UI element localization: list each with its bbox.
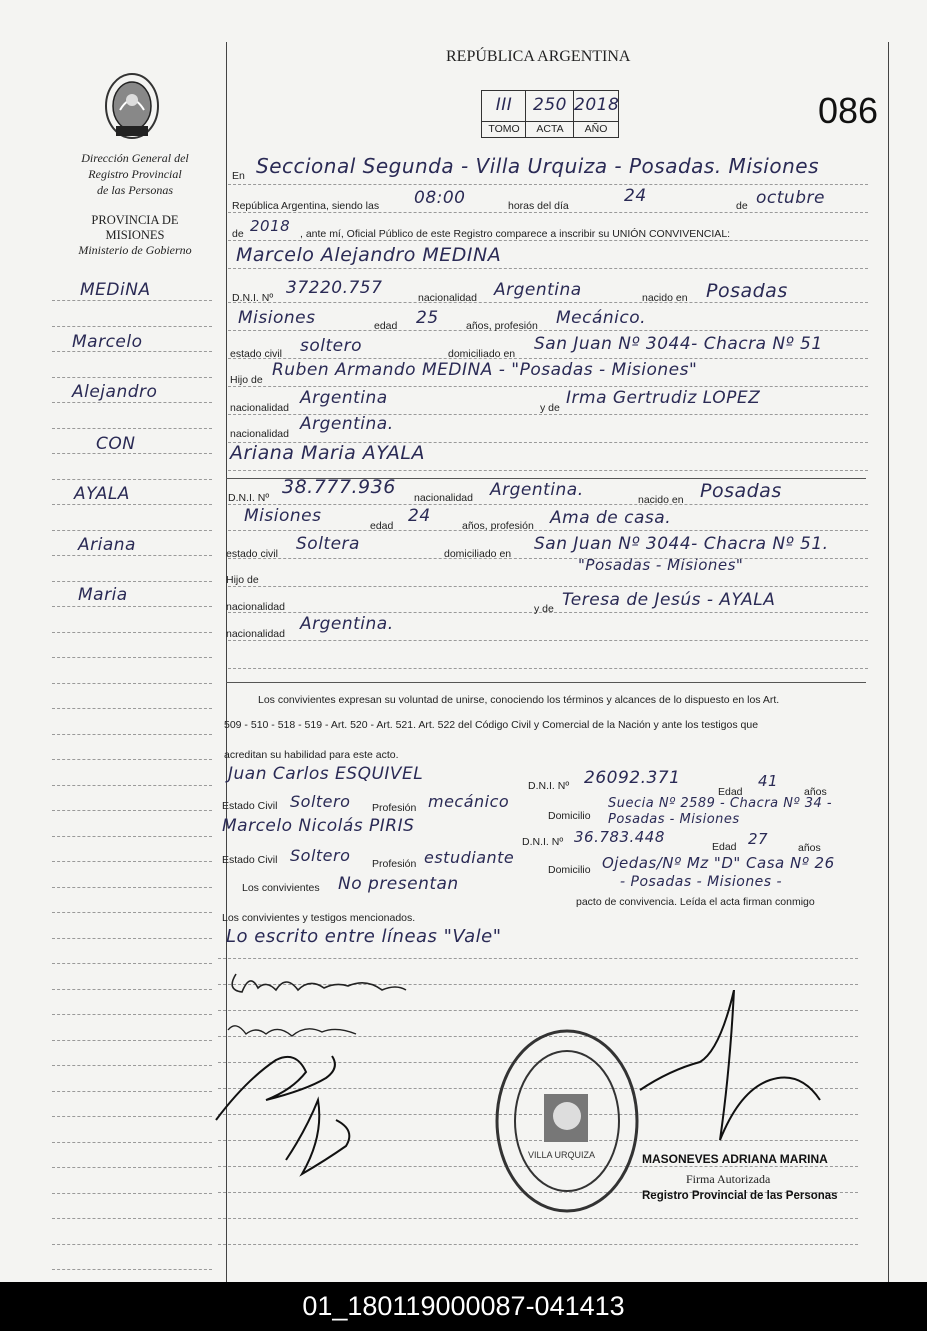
witness2-profession: estudiante [424,848,515,867]
body-rule [228,586,868,587]
witness1-age: 41 [758,772,779,790]
witness2-prof-label: Profesión [372,858,417,870]
person1-domicile: San Juan Nº 3044- Chacra Nº 51 [534,334,823,354]
witness1-dni: 26092.371 [584,768,681,788]
closing-pact: No presentan [338,874,459,894]
person1-civil-label: estado civil [230,348,282,360]
person1-father-nat: Argentina [300,388,388,408]
person1-civil: soltero [300,336,362,356]
person1-profession: Mecánico. [556,308,647,328]
closing-pact-label: pacto de convivencia. Leída el acta firman conmigo [576,896,815,908]
margin-rule [52,657,212,658]
page-number: 086 [818,90,879,131]
intro-year: 2018 [250,217,291,235]
tomo-label: TOMO [488,123,520,135]
witness1-years-label: años [804,786,827,798]
witness2-age-label: Edad [712,841,737,853]
margin-name-6: Ariana [78,535,136,555]
official-name: MASONEVES ADRIANA MARINA [642,1152,828,1166]
person2-born-label: nacido en [638,494,684,506]
tomo-value: III [495,95,513,115]
agency-line3: de las Personas [97,183,173,197]
witness1-dom-label: Domicilio [548,810,591,822]
margin-rule [52,606,212,607]
closing-note: Lo escrito entre líneas "Vale" [226,926,502,947]
witness1-civil-label: Estado Civil [222,800,278,812]
witness1-profession: mecánico [428,792,510,811]
person2-mother: Teresa de Jesús - AYALA [562,590,776,610]
margin-rule [52,428,212,429]
body-rule [228,358,868,359]
person1-dni-label: D.N.I. Nº [232,292,274,304]
margin-name-1: MEDiNA [80,280,151,300]
margin-rule [52,759,212,760]
registry-box-col1 [525,91,526,137]
person1-prof-label: años, profesión [466,320,538,332]
margin-rule [52,479,212,480]
person1-nationality: Argentina [494,280,582,300]
person1-father-nat-label: nacionalidad [230,402,289,414]
person2-mother-nat: Argentina. [300,614,394,634]
body-rule [218,1244,858,1245]
acta-value: 250 [533,95,567,115]
person2-dom-label: domiciliado en [444,548,512,560]
province-block [60,213,210,258]
margin-rule [52,1167,212,1168]
person2-prof-label: años, profesión [462,520,534,532]
intro-line2-b: horas del día [508,200,569,212]
intro-day: 24 [624,186,647,206]
person1-mother: Irma Gertrudiz LOPEZ [566,388,761,408]
witness2-civil-label: Estado Civil [222,854,278,866]
margin-rule [52,938,212,939]
person2-birthplace2: Misiones [244,506,322,526]
witness1-age-label: Edad [718,786,743,798]
ministry-line: Ministerio de Gobierno [78,243,192,257]
person1-age: 25 [416,308,439,328]
republic-title: REPÚBLICA ARGENTINA [446,48,631,65]
footer-code: 01_180119000087-041413 [0,1282,927,1331]
witness2-dni-label: D.N.I. Nº [522,836,564,848]
person1-mother-nat-label: nacionalidad [230,428,289,440]
person1-birthplace2: Misiones [238,308,316,328]
witness2-civil: Soltero [290,846,351,865]
person1-dni: 37220.757 [286,278,383,298]
margin-rule [52,1193,212,1194]
person1-mother-nat: Argentina. [300,414,394,434]
margin-rule [52,1269,212,1270]
statement-line1: Los convivientes expresan su voluntad de unirse, conociendo los términos y alcances de lo dispuesto en los Art. [258,694,780,706]
body-rule [228,330,868,331]
margin-rule [52,1065,212,1066]
margin-rule [52,708,212,709]
person2-father-nat-label: nacionalidad [226,601,285,613]
margin-rule [52,1091,212,1092]
section-rule [226,682,866,683]
witness1-domicile: Suecia Nº 2589 - Chacra Nº 34 - Posadas - Misiones [608,796,833,827]
margin-rule [52,377,212,378]
margin-rule [52,887,212,888]
person1-dom-label: domiciliado en [448,348,516,360]
statement-line2: 509 - 510 - 518 - 519 - Art. 520 - Art. 521. Art. 522 del Código Civil y Comercial de la Nación y ante los testigos que [224,719,759,731]
margin-rule [52,785,212,786]
intro-place: Seccional Segunda - Villa Urquiza - Posadas. Misiones [256,154,819,178]
person1-and-label: y de [540,402,560,414]
agency-line1: Dirección General del [81,151,189,165]
witness1-name: Juan Carlos ESQUIVEL [228,764,424,784]
ano-label: AÑO [584,123,608,135]
margin-rule [52,1142,212,1143]
witness1-dni-label: D.N.I. Nº [528,780,570,792]
margin-rule [52,1116,212,1117]
margin-name-3: Alejandro [72,382,158,402]
registry-stamp-icon [492,1026,642,1216]
person2-son-label: Hijo de [226,574,259,586]
margin-rule [52,581,212,582]
person2-nationality: Argentina. [490,480,584,500]
margin-rule [52,836,212,837]
margin-rule [52,683,212,684]
body-rule [228,240,868,241]
person2-dni-label: D.N.I. Nº [228,492,270,504]
body-rule [218,1218,858,1219]
witness1-prof-label: Profesión [372,802,417,814]
witness2-domicile: Ojedas/Nº Mz "D" Casa Nº 26 [602,854,835,872]
body-rule [228,386,868,387]
margin-rule [52,1040,212,1041]
body-rule [228,668,868,669]
agency-line2: Registro Provincial [88,167,182,181]
intro-line2-c: de [736,200,748,212]
person2-name: Ariana Maria AYALA [230,442,425,464]
person1-age-label: edad [374,320,398,332]
margin-rule [52,861,212,862]
margin-rule [52,989,212,990]
province-seal-icon [102,70,162,142]
margin-rule [52,810,212,811]
person2-birthplace: Posadas [700,480,782,502]
official-registry: Registro Provincial de las Personas [642,1190,838,1202]
margin-rule [52,402,212,403]
witness2-age: 27 [748,830,769,848]
body-rule [228,268,868,269]
margin-name-4: CON [96,434,136,454]
body-rule [228,530,868,531]
body-rule [228,184,868,185]
margin-rule [52,530,212,531]
margin-rule [52,555,212,556]
person1-birthplace: Posadas [706,280,788,302]
witness2-dni: 36.783.448 [574,828,665,846]
margin-name-5: AYALA [74,484,130,504]
registry-box-divider [482,121,618,122]
official-signature-art [630,990,830,1150]
margin-rule [52,326,212,327]
body-rule [218,958,858,959]
margin-rule [52,632,212,633]
person1-nat-label: nacionalidad [418,292,477,304]
right-border [888,42,889,1282]
margin-rule [52,504,212,505]
closing-conv-label: Los convivientes [242,882,320,894]
witness2-domicile2: - Posadas - Misiones - [620,874,783,890]
witness2-name: Marcelo Nicolás PIRIS [222,816,415,836]
closing-mention: Los convivientes y testigos mencionados. [222,912,416,924]
margin-rule [52,963,212,964]
person1-son-label: Hijo de [230,374,263,386]
intro-line3-b: , ante mí, Oficial Público de este Registro comparece a inscribir su UNIÓN CONVIVENCIAL: [300,228,731,240]
en-label: En [232,170,245,182]
person1-father: Ruben Armando MEDINA - "Posadas - Misiones" [272,360,698,380]
margin-name-2: Marcelo [72,332,143,352]
person2-profession: Ama de casa. [550,508,672,528]
person2-age: 24 [408,506,431,526]
body-rule [228,470,868,471]
body-rule [228,302,868,303]
person1-born-label: nacido en [642,292,688,304]
person2-age-label: edad [370,520,394,532]
body-rule [228,640,868,641]
body-rule [228,558,868,559]
intro-month: octubre [756,188,825,208]
province-line1: PROVINCIA DE [91,213,179,227]
person2-civil: Soltera [296,534,360,554]
person2-domicile: San Juan Nº 3044- Chacra Nº 51. [534,534,829,554]
person2-and-label: y de [534,603,554,615]
body-rule [228,504,868,505]
margin-rule [52,734,212,735]
acta-label: ACTA [536,123,564,135]
witness2-years-label: años [798,842,821,854]
official-role: Firma Autorizada [686,1172,771,1186]
intro-line2-a: República Argentina, siendo las [232,200,380,212]
stamp-center-text: VILLA URQUIZA [528,1150,596,1160]
body-rule [228,212,868,213]
person2-domicile2: "Posadas - Misiones" [578,556,744,574]
margin-rule [52,300,212,301]
province-line2: MISIONES [105,228,165,242]
agency-block [60,150,210,198]
margin-rule [52,912,212,913]
person2-civil-label: estado civil [226,548,278,560]
margin-rule [52,1218,212,1219]
witness1-civil: Soltero [290,792,351,811]
person2-dni: 38.777.936 [282,476,396,498]
ano-value: 2018 [574,95,620,115]
intro-time: 08:00 [414,188,466,208]
statement-line3: acreditan su habilidad para este acto. [224,749,399,761]
person2-nat-label: nacionalidad [414,492,473,504]
registry-box [481,90,619,138]
margin-name-7: Maria [78,585,128,605]
person1-name: Marcelo Alejandro MEDINA [236,244,502,266]
witness2-dom-label: Domicilio [548,864,591,876]
margin-rule [52,1244,212,1245]
margin-rule [52,1014,212,1015]
intro-line3-a: de [232,228,244,240]
person2-mother-nat-label: nacionalidad [226,628,285,640]
